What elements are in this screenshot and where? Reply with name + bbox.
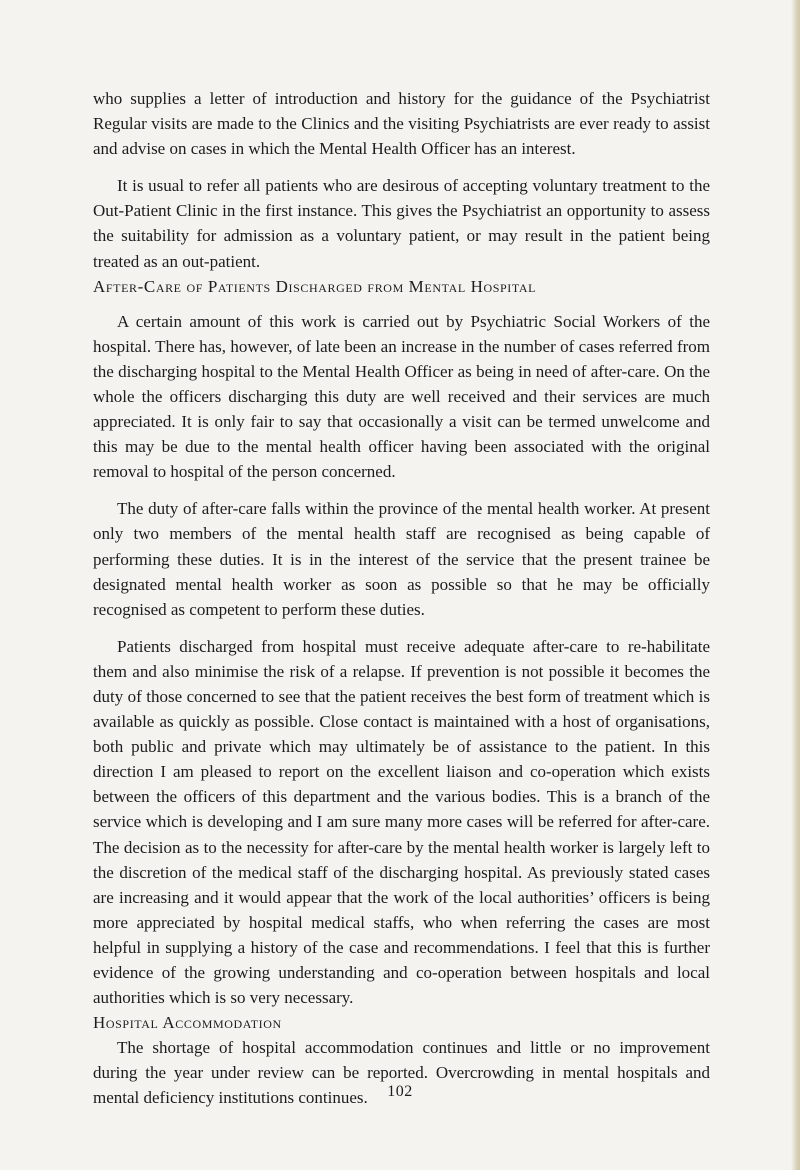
section-heading-after-care: After-Care of Patients Discharged from Mental Hospital [93, 276, 537, 296]
paragraph-psychiatric-social-workers: A certain amount of this work is carried out by Psychiatric Social Workers of the hospital. There has, however, of late been an increase in the number of cases referred from the discharging hospital to the Mental Health Officer as being in need of after-care. On the whole the officers discharging this duty are well received and their services are much appreciated. It is only fair to say that occasionally a visit can be termed unwelcome and this may be due to the mental health officer having been associated with the original removal to hospital of the person concerned. [93, 311, 710, 482]
paragraph-accommodation-shortage: The shortage of hospital accommodation continues and little or no improvement during the year under review can be reported. Overcrowding in mental hospitals and mental deficiency institutions continues. [93, 1038, 710, 1108]
paragraph-introduction: who supplies a letter of introduction and history for the guidance of the Psychiatrist Regular visits are made to the Clinics and the visiting Psychiatrists are ever ready to assist and advise on cases in which the Mental Health Officer has an interest. [93, 89, 710, 159]
section-heading-hospital-accommodation: Hospital Accommodation [93, 1013, 282, 1033]
page-body [93, 86, 710, 1110]
page-edge-shadow [791, 0, 800, 1170]
page-number: 102 [387, 1083, 413, 1100]
paragraph-after-care-duty: The duty of after-care falls within the province of the mental health worker. At present only two members of the mental health staff are recognised as being capable of performing these duties. It is in the interest of the service that the present trainee be designated mental health worker as soon as possible so that he may be officially recognised as competent to perform these duties. [93, 499, 710, 619]
paragraph-discharged-patients: Patients discharged from hospital must receive adequate after-care to re-habilitate them and also minimise the risk of a relapse. If prevention is not possible it becomes the duty of those concerned to see that the patient receives the best form of treatment which is available as quickly as possible. Close contact is maintained with a host of organisations, both public and private which may ultimately be of assistance to the patient. In this direction I am pleased to report on the excellent liaison and co-operation which exists between the officers of this department and the various bodies. This is a branch of the service which is developing and I am sure many more cases will be referred for after-care. The decision as to the necessity for after-care by the mental health worker is largely left to the discretion of the medical staff of the discharging hospital. As previously stated cases are increasing and it would appear that the work of the local authorities’ officers is being more appreciated by hospital medical staffs, who when referring the cases are most helpful in supplying a history of the case and recommendations. I feel that this is further evidence of the growing understanding and co-operation between hospitals and local authorities which is so very necessary. [93, 636, 710, 1008]
paragraph-voluntary-treatment: It is usual to refer all patients who are desirous of accepting voluntary treatment to the Out-Patient Clinic in the first instance. This gives the Psychiatrist an opportunity to assess the suitability for admission as a voluntary patient, or may result in the patient being treated as an out-patient. [93, 176, 710, 271]
